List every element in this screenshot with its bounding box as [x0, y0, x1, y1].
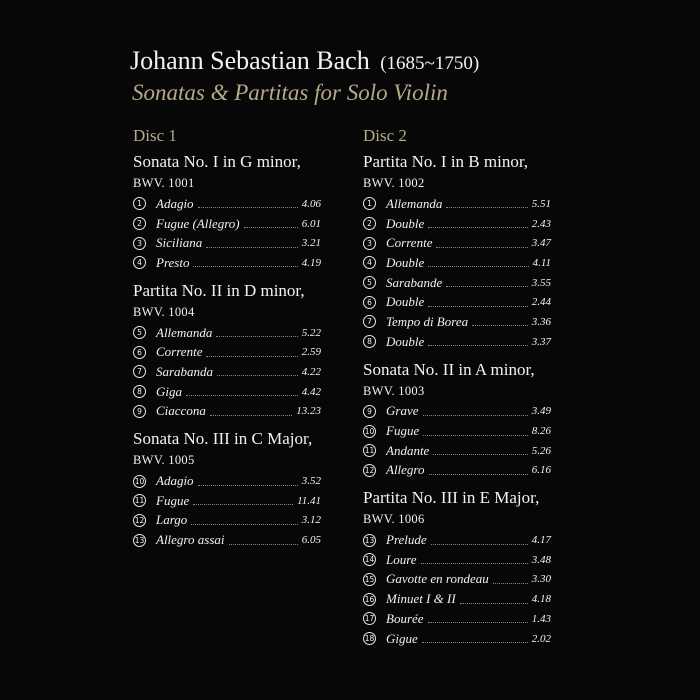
- track-duration: 3.12: [301, 514, 321, 527]
- track-row: [133, 491, 321, 511]
- leader-dots: [472, 325, 528, 326]
- track-duration: 3.52: [301, 475, 321, 488]
- disc-1-column: [133, 126, 348, 550]
- track-duration: 3.21: [301, 237, 321, 250]
- track-name: Prelude: [386, 532, 427, 548]
- track-duration: 1.43: [531, 612, 551, 625]
- leader-dots: [428, 306, 527, 307]
- track-name: Double: [386, 254, 425, 270]
- track-row: [363, 421, 551, 441]
- track-number-icon: 2: [133, 217, 146, 230]
- track-duration: 3.30: [531, 573, 551, 586]
- track-number-icon: 3: [133, 237, 146, 250]
- bwv-number: BWV. 1002: [363, 176, 425, 190]
- track-name: Ciaccona: [156, 403, 206, 419]
- leader-dots: [428, 345, 527, 346]
- leader-dots: [428, 622, 528, 623]
- track-row: [363, 629, 551, 649]
- leader-dots: [428, 266, 528, 267]
- work-block: [133, 152, 348, 273]
- track-name: Allemanda: [386, 195, 443, 211]
- track-duration: 3.48: [531, 553, 551, 566]
- track-duration: 4.06: [301, 197, 321, 210]
- track-duration: 13.23: [296, 405, 321, 418]
- track-row: [133, 530, 321, 550]
- track-duration: 2.02: [531, 632, 551, 645]
- track-row: [363, 441, 551, 461]
- track-number-icon: 1: [133, 197, 146, 210]
- track-row: [363, 530, 551, 550]
- track-name: Bourée: [386, 610, 424, 626]
- leader-dots: [206, 247, 298, 248]
- track-number-icon: 17: [364, 614, 375, 624]
- track-number-icon: 8: [133, 385, 146, 398]
- track-number-icon: 12: [364, 465, 375, 475]
- track-name: Fugue: [156, 492, 190, 508]
- track-duration: 2.44: [531, 296, 551, 309]
- leader-dots: [433, 454, 527, 455]
- leader-dots: [431, 544, 528, 545]
- track-row: [363, 402, 551, 422]
- track-name: Sarabande: [386, 274, 443, 290]
- work-block: [133, 421, 348, 550]
- leader-dots: [460, 603, 528, 604]
- track-number-icon: 8: [363, 335, 376, 348]
- track-row: [363, 214, 551, 234]
- leader-dots: [191, 524, 297, 525]
- leader-dots: [198, 485, 298, 486]
- track-name: Minuet I & II: [386, 591, 456, 607]
- track-number-icon: 18: [364, 634, 375, 644]
- leader-dots: [217, 375, 298, 376]
- track-duration: 3.49: [531, 405, 551, 418]
- track-row: [363, 550, 551, 570]
- track-duration: 3.37: [531, 335, 551, 348]
- track-name: Double: [386, 294, 425, 310]
- leader-dots: [198, 207, 298, 208]
- track-duration: 4.22: [301, 365, 321, 378]
- track-row: [363, 273, 551, 293]
- track-number-icon: 12: [134, 515, 145, 525]
- track-row: [133, 194, 321, 214]
- track-number-icon: 10: [134, 476, 145, 486]
- track-number-icon: 9: [133, 405, 146, 418]
- track-row: [133, 362, 321, 382]
- leader-dots: [428, 227, 527, 228]
- track-number-icon: 5: [133, 326, 146, 339]
- work-block: [133, 273, 348, 421]
- track-number-icon: 15: [364, 574, 375, 584]
- track-number-icon: 7: [363, 315, 376, 328]
- leader-dots: [446, 207, 527, 208]
- leader-dots: [493, 583, 528, 584]
- track-row: [363, 461, 551, 481]
- track-name: Fugue (Allegro): [156, 215, 240, 231]
- track-duration: 2.43: [531, 217, 551, 230]
- track-duration: 11.41: [297, 494, 321, 507]
- track-name: Sarabanda: [156, 363, 214, 379]
- composer-name: Johann Sebastian Bach: [130, 46, 370, 75]
- work-title: Partita No. II in D minor,: [133, 280, 305, 300]
- track-number-icon: 5: [363, 276, 376, 289]
- track-number-icon: 13: [134, 535, 145, 545]
- bwv-number: BWV. 1006: [363, 512, 425, 527]
- track-name: Siciliana: [156, 235, 203, 251]
- disc-2-column: [363, 126, 563, 648]
- track-duration: 8.26: [531, 425, 551, 438]
- track-duration: 3.36: [531, 315, 551, 328]
- leader-dots: [186, 395, 298, 396]
- track-number-icon: 3: [363, 237, 376, 250]
- track-duration: 4.42: [301, 385, 321, 398]
- track-row: [363, 292, 551, 312]
- track-duration: 5.51: [531, 197, 551, 210]
- track-name: Allegro assai: [156, 532, 225, 548]
- track-number-icon: 11: [364, 446, 375, 456]
- leader-dots: [229, 544, 298, 545]
- track-number-icon: 13: [364, 535, 375, 545]
- disc-label: Disc 2: [363, 126, 407, 145]
- leader-dots: [210, 415, 292, 416]
- leader-dots: [423, 435, 528, 436]
- leader-dots: [423, 415, 528, 416]
- work-title: Partita No. III in E Major,: [363, 488, 540, 508]
- leader-dots: [206, 356, 297, 357]
- bwv-number: BWV. 1003: [363, 383, 425, 398]
- track-number-icon: 4: [133, 256, 146, 269]
- track-row: [363, 233, 551, 253]
- track-duration: 3.47: [531, 237, 551, 250]
- bwv-number: BWV. 1005: [133, 453, 195, 468]
- disc-label: Disc 1: [133, 126, 177, 145]
- leader-dots: [446, 286, 527, 287]
- leader-dots: [193, 266, 297, 267]
- track-duration: 4.11: [532, 256, 551, 269]
- track-number-icon: 6: [363, 296, 376, 309]
- track-number-icon: 16: [364, 594, 375, 604]
- track-name: Fugue: [386, 423, 420, 439]
- track-duration: 3.55: [531, 276, 551, 289]
- track-name: Gavotte en rondeau: [386, 571, 489, 587]
- track-row: [133, 253, 321, 273]
- track-row: [363, 332, 551, 352]
- track-duration: 5.22: [301, 326, 321, 339]
- track-duration: 4.17: [531, 534, 551, 547]
- track-row: [133, 471, 321, 491]
- track-duration: 4.19: [301, 256, 321, 269]
- track-row: [133, 214, 321, 234]
- track-row: [133, 233, 321, 253]
- leader-dots: [436, 247, 527, 248]
- track-number-icon: 10: [364, 426, 375, 436]
- composer-years: (1685~1750): [380, 53, 480, 74]
- track-row: [363, 194, 551, 214]
- work-block: [363, 152, 563, 352]
- track-number-icon: 4: [363, 256, 376, 269]
- track-name: Allemanda: [156, 324, 213, 340]
- page-title: [130, 46, 479, 76]
- track-name: Double: [386, 215, 425, 231]
- track-duration: 6.01: [301, 217, 321, 230]
- track-number-icon: 7: [133, 365, 146, 378]
- track-row: [133, 323, 321, 343]
- track-duration: 6.05: [301, 534, 321, 547]
- track-name: Allegro: [386, 462, 425, 478]
- leader-dots: [193, 504, 293, 505]
- track-row: [363, 253, 551, 273]
- track-row: [363, 589, 551, 609]
- work-title: Partita No. I in B minor,: [363, 152, 529, 171]
- track-name: Double: [386, 333, 425, 349]
- leader-dots: [421, 563, 528, 564]
- track-row: [133, 342, 321, 362]
- leader-dots: [244, 227, 298, 228]
- track-row: [133, 511, 321, 531]
- work-block: [363, 480, 563, 648]
- track-number-icon: 9: [363, 405, 376, 418]
- track-name: Corrente: [156, 344, 203, 360]
- track-row: [363, 312, 551, 332]
- bwv-number: BWV. 1004: [133, 304, 195, 319]
- track-name: Loure: [386, 551, 417, 567]
- work-title: Sonata No. I in G minor,: [133, 152, 301, 171]
- track-name: Corrente: [386, 235, 433, 251]
- track-duration: 6.16: [531, 464, 551, 477]
- track-name: Andante: [386, 442, 430, 458]
- track-name: Gigue: [386, 630, 418, 646]
- album-subtitle: Sonatas & Partitas for Solo Violin: [132, 80, 448, 105]
- track-duration: 5.26: [531, 444, 551, 457]
- work-title: Sonata No. II in A minor,: [363, 359, 535, 379]
- track-name: Tempo di Borea: [386, 313, 469, 329]
- work-title: Sonata No. III in C Major,: [133, 429, 313, 449]
- track-duration: 4.18: [531, 593, 551, 606]
- bwv-number: BWV. 1001: [133, 176, 195, 190]
- track-number-icon: 6: [133, 346, 146, 359]
- work-block: [363, 352, 563, 481]
- track-number-icon: 14: [364, 555, 375, 565]
- leader-dots: [422, 642, 528, 643]
- track-name: Grave: [386, 403, 419, 419]
- leader-dots: [429, 474, 528, 475]
- track-row: [133, 382, 321, 402]
- track-name: Largo: [156, 512, 188, 528]
- leader-dots: [216, 336, 297, 337]
- track-name: Presto: [156, 254, 190, 270]
- track-number-icon: 1: [363, 197, 376, 210]
- track-row: [363, 570, 551, 590]
- track-number-icon: 11: [134, 496, 145, 506]
- track-duration: 2.59: [301, 346, 321, 359]
- track-row: [363, 609, 551, 629]
- track-name: Adagio: [156, 195, 194, 211]
- track-name: Giga: [156, 383, 182, 399]
- track-row: [133, 402, 321, 422]
- track-name: Adagio: [156, 473, 194, 489]
- track-number-icon: 2: [363, 217, 376, 230]
